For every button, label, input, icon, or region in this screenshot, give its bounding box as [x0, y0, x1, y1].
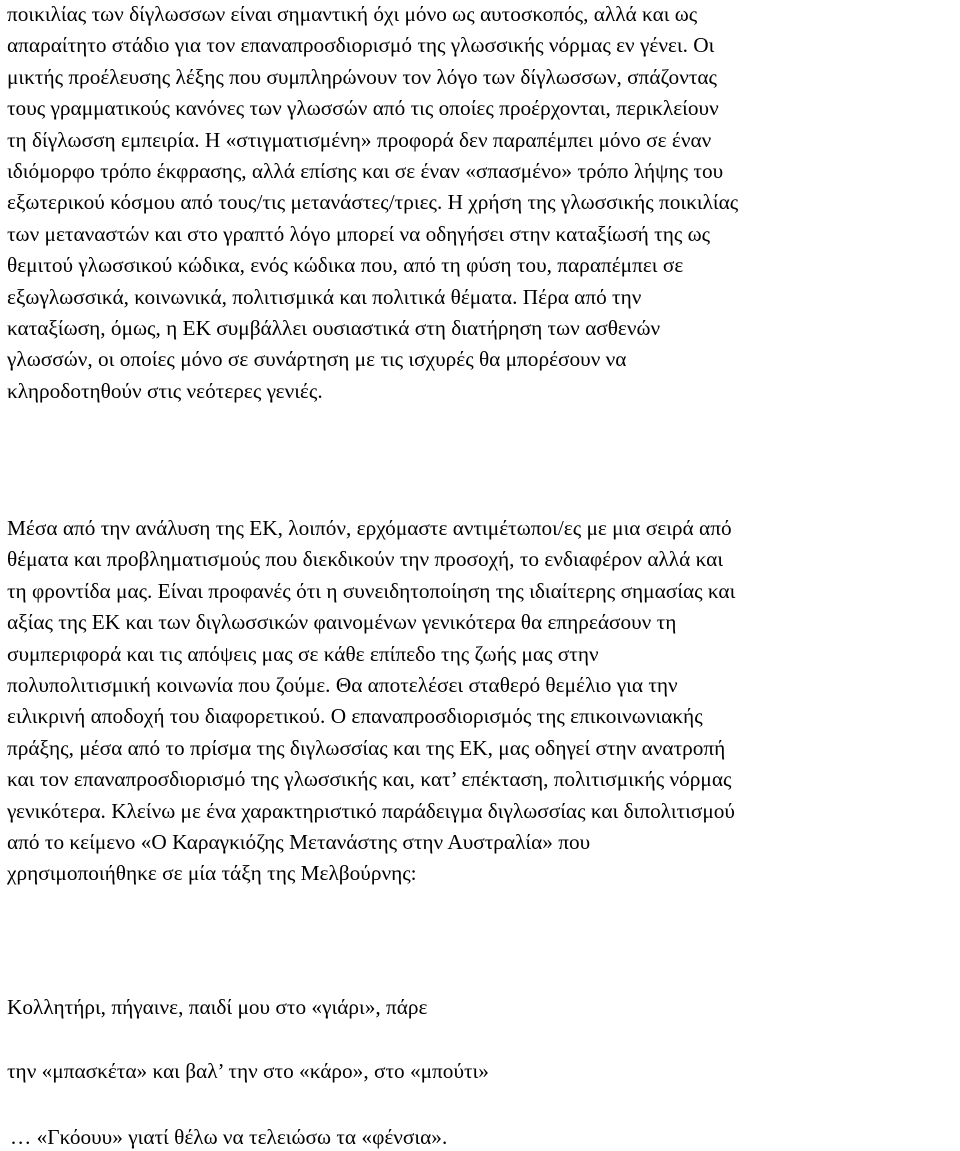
text-line: μικτής προέλευσης λέξης που συμπληρώνουν τον λόγο των δίγλωσσων, σπάζοντας	[7, 64, 717, 89]
text-line: πράξης, μέσα από το πρίσμα της διγλωσσίας και της ΕΚ, μας οδηγεί στην ανατροπή	[7, 735, 726, 760]
text-line: απαραίτητο στάδιο για τον επαναπροσδιορισμό της γλωσσικής νόρμας εν γένει. Οι	[7, 33, 715, 58]
verse-line: … «Γκόουυ» γιατί θέλω να τελειώσω τα «φένσια».	[10, 1125, 448, 1149]
body-paragraph	[7, 0, 955, 407]
text-line: συμπεριφορά και τις απόψεις μας σε κάθε επίπεδο της ζωής μας στην	[7, 641, 599, 666]
text-line: πολυπολιτισμική κοινωνία που ζούμε. Θα αποτελέσει σταθερό θεμέλιο για την	[7, 672, 678, 697]
text-line: χρησιμοποιήθηκε σε μία τάξη της Μελβούρνης:	[7, 861, 417, 886]
text-line: Μέσα από την ανάλυση της ΕΚ, λοιπόν, ερχόμαστε αντιμέτωποι/ες με μια σειρά από	[7, 516, 732, 540]
text-line: κληροδοτηθούν στις νεότερες γενιές.	[7, 378, 323, 403]
verse-line: την «μπασκέτα» και βαλ’ την στο «κάρο», στο «μπούτι»	[7, 1059, 489, 1083]
text-line: ποικιλίας των δίγλωσσων είναι σημαντική όχι μόνο ως αυτοσκοπός, αλλά και ως	[7, 2, 698, 26]
text-line: από το κείμενο «Ο Καραγκιόζης Μετανάστης στην Αυστραλία» που	[7, 829, 591, 854]
text-line: τη δίγλωσση εμπειρία. Η «στιγματισμένη» προφορά δεν παραπέμπει μόνο σε έναν	[7, 127, 712, 152]
text-line: ιδιόμορφο τρόπο έκφρασης, αλλά επίσης και σε έναν «σπασμένο» τρόπο λήψης του	[7, 158, 724, 183]
text-line: γενικότερα. Κλείνω με ένα χαρακτηριστικό παράδειγμα διγλωσσίας και διπολιτισμού	[7, 798, 735, 823]
text-line: εξωγλωσσικά, κοινωνικά, πολιτισμικά και πολιτικά θέματα. Πέρα από την	[7, 284, 642, 309]
text-line: γλωσσών, οι οποίες μόνο σε συνάρτηση με τις ισχυρές θα μπορέσουν να	[7, 347, 627, 372]
body-paragraph	[7, 513, 955, 890]
text-line: αξίας της ΕΚ και των διγλωσσικών φαινομένων γενικότερα θα επηρεάσουν τη	[7, 610, 677, 635]
verse-line: Κολλητήρι, πήγαινε, παιδί μου στο «γιάρι», πάρε	[7, 995, 428, 1019]
text-line: ειλικρινή αποδοχή του διαφορετικού. Ο επαναπροσδιορισμός της επικοινωνιακής	[7, 704, 703, 729]
text-line: καταξίωση, όμως, η ΕΚ συμβάλλει ουσιαστικά στη διατήρηση των ασθενών	[7, 315, 661, 340]
text-line: θεμιτού γλωσσικού κώδικα, ενός κώδικα που, από τη φύση του, παραπέμπει σε	[7, 253, 684, 278]
text-line: και τον επαναπροσδιορισμό της γλωσσικής και, κατ’ επέκταση, πολιτισμικής νόρμας	[7, 767, 732, 792]
text-line: τη φροντίδα μας. Είναι προφανές ότι η συνειδητοποίηση της ιδιαίτερης σημασίας και	[7, 578, 736, 603]
text-line: τους γραμματικούς κανόνες των γλωσσών από τις οποίες προέρχονται, περικλείουν	[7, 96, 719, 121]
text-line: των μεταναστών και στο γραπτό λόγο μπορεί να οδηγήσει στην καταξίωσή της ως	[7, 221, 711, 246]
text-line: εξωτερικού κόσμου από τους/τις μετανάστες/τριες. Η χρήση της γλωσσικής ποικιλίας	[7, 190, 739, 215]
text-line: θέματα και προβληματισμούς που διεκδικούν την προσοχή, το ενδιαφέρον αλλά και	[7, 547, 724, 572]
